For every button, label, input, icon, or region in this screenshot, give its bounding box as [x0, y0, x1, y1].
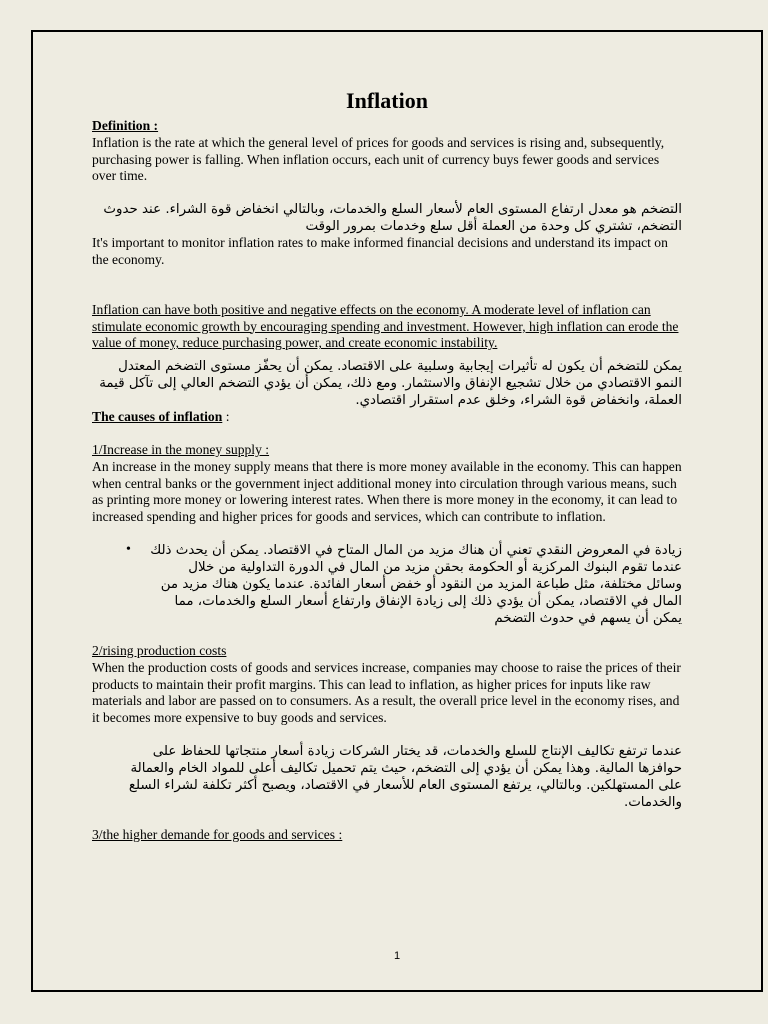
definition-english: Inflation is the rate at which the general level of prices for goods and services is rising and, subsequently, purchasing power is falling. When inflation occurs, each unit of currency buys fewer goods and services over time.: [92, 134, 665, 184]
spacer: [92, 811, 682, 827]
effects-arabic: يمكن للتضخم أن يكون له تأثيرات إيجابية وسلبية على الاقتصاد. يمكن أن يحفّز مستوى التضخم المعتدل النمو الاقتصادي من خلال تشجيع الإنفاق والاستثمار. ومع ذلك، يمكن أن يؤدي التضخم العالي إلى تآكل قيمة العملة، وانخفاض قوة الشراء، وخلق عدم استقرار اقتصادي.: [99, 359, 682, 409]
cause1-english: An increase in the money supply means that there is more money available in the economy. This can happen when central banks or the government inject additional money into circulation through various means, such as printing more money or lowering interest rates. When there is more money in the economy, it can lead to increased spending and higher prices for goods and services, which can contribute to inflation.: [92, 458, 682, 525]
cause1-arabic-bullet: [92, 542, 682, 627]
causes-heading-colon: :: [222, 409, 230, 425]
cause2-english: When the production costs of goods and services increase, companies may choose to raise the prices of their products to maintain their profit margins. This can lead to inflation, as higher prices for inputs like raw materials and labor are passed on to consumers. As a result, the overall price level in the economy rises, and it becomes more expensive to buy goods and services.: [92, 659, 681, 726]
page-content: [92, 88, 682, 844]
spacer: [92, 727, 682, 743]
page-title: Inflation: [346, 88, 428, 113]
monitor-paragraph: It's important to monitor inflation rates to make informed financial decisions and understand its impact on the economy.: [92, 235, 668, 267]
bullet-icon: •: [126, 541, 131, 557]
definition-arabic: التضخم هو معدل ارتفاع المستوى العام لأسعار السلع والخدمات، وبالتالي انخفاض قوة الشراء. عند حدوث التضخم، تشتري كل وحدة من العملة أقل سلع وخدمات بمرور الوقت: [103, 202, 682, 235]
causes-heading-line: [92, 409, 682, 426]
page-number: 1: [393, 950, 401, 962]
cause3-heading: 3/the higher demande for goods and services :: [92, 826, 343, 842]
cause2-heading: 2/rising production costs: [92, 642, 227, 658]
cause1-arabic: زيادة في المعروض النقدي تعني أن هناك مزيد من المال المتاح في الاقتصاد. يمكن أن يحدث ذلك عندما تقوم البنوك المركزية أو الحكومة بحقن مزيد من المال في الدورة التداولية من خلال وسائل مختلفة، مثل طباعة المزيد من النقود أو خفض أسعار الفائدة. عندما يكون هناك مزيد من المال في الاقتصاد، يمكن أن يؤدي ذلك إلى زيادة الإنفاق وارتفاع أسعار السلع والخدمات، مما يمكن أن يسهم في حدوث التضخم: [150, 542, 682, 626]
spacer: [92, 269, 682, 302]
cause1-heading: 1/Increase in the money supply :: [92, 441, 270, 457]
spacer: [92, 185, 682, 201]
definition-heading: Definition :: [92, 118, 159, 133]
spacer: [92, 627, 682, 643]
cause2-arabic: عندما ترتفع تكاليف الإنتاج للسلع والخدمات، قد يختار الشركات زيادة أسعار منتجاتها للحفاظ على حوافزها المالية. وهذا يمكن أن يؤدي إلى التضخم، حيث يتم تحميل تكاليف أعلى للمواد الخام والعمالة على المستهلكين. وبالتالي، يرتفع المستوى العام للأسعار في الاقتصاد، ويصبح أكثر تكلفة لشراء السلع والخدمات.: [128, 743, 682, 810]
spacer: [92, 526, 682, 542]
spacer: [92, 426, 682, 442]
causes-heading: The causes of inflation: [92, 409, 223, 425]
document-page: [31, 30, 763, 992]
effects-paragraph: Inflation can have both positive and negative effects on the economy. A moderate level of inflation can stimulate economic growth by encouraging spending and investment. However, high inflation can erode the value of money, reduce purchasing power, and create economic instability.: [92, 301, 679, 351]
